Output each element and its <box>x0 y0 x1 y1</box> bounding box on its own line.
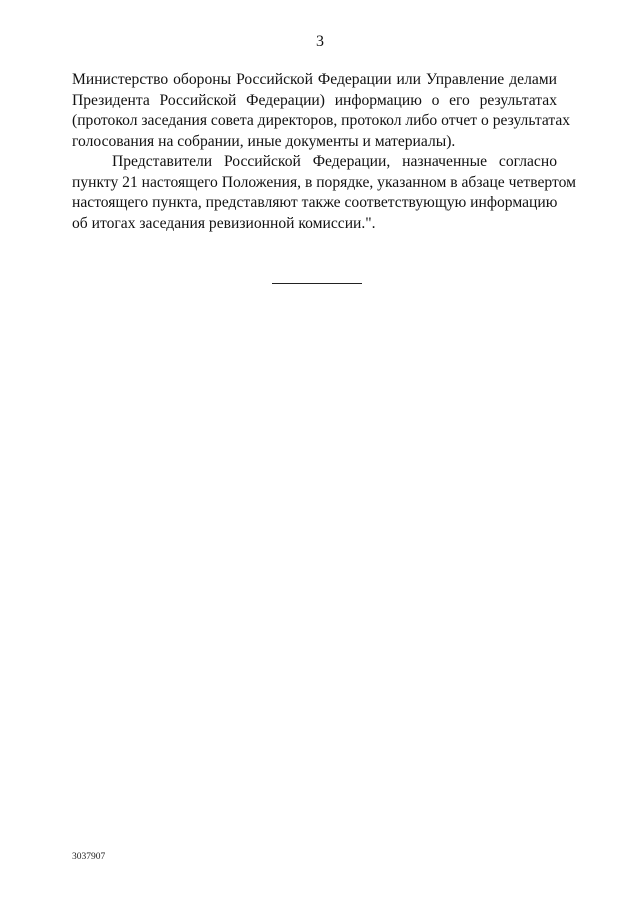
text-line: Президента Российской Федерации) информацию о его результатах <box>72 91 557 109</box>
text-line: Представители Российской Федерации, назначенные согласно <box>112 153 557 170</box>
text-line: Министерство обороны Российской Федерации или Управление делами <box>72 71 557 88</box>
paragraph-1 <box>72 70 571 152</box>
paragraph-2 <box>72 152 576 234</box>
text-line: голосования на собрании, иные документы и материалы). <box>72 132 456 150</box>
document-body <box>72 70 576 234</box>
text-line: (протокол заседания совета директоров, протокол либо отчет о результатах <box>72 112 571 129</box>
page-number: 3 <box>316 33 324 50</box>
separator-line <box>272 283 362 284</box>
text-line: об итогах заседания ревизионной комиссии.". <box>72 214 376 232</box>
document-code: 3037907 <box>72 852 106 862</box>
text-line: настоящего пункта, представляют также соответствующую информацию <box>72 194 558 211</box>
text-line: пункту 21 настоящего Положения, в порядке, указанном в абзаце четвертом <box>72 173 576 191</box>
